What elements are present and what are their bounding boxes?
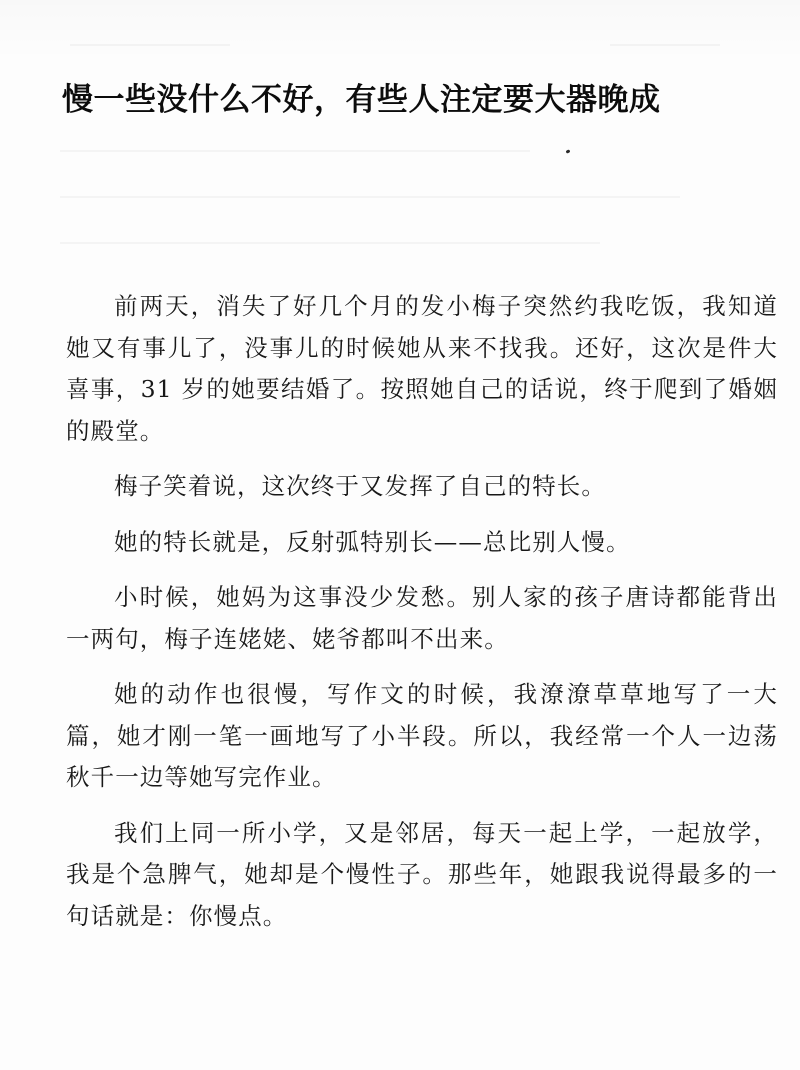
paragraph-6: 我们上同一所小学，又是邻居，每天一起上学，一起放学，我是个急脾气，她却是个慢性子。那些年，她跟我说得最多的一句话就是：你慢点。 [66,818,778,930]
paragraph-2: 梅子笑着说，这次终于又发挥了自己的特长。 [114,472,606,500]
show-through-line [60,150,530,152]
paragraph-3: 她的特长就是，反射弧特别长——总比别人慢。 [114,527,631,556]
show-through-line [60,196,680,198]
ink-speck [566,149,571,153]
paragraph-4: 小时候，她妈为这事没少发愁。别人家的孩子唐诗都能背出一两句，梅子连姥姥、姥爷都叫不出来。 [66,583,778,653]
show-through-line [60,242,600,244]
paragraph-5: 她的动作也很慢，写作文的时候，我潦潦草草地写了一大篇，她才刚一笔一画地写了小半段。所以，我经常一个人一边荡秋千一边等她写完作业。 [66,680,778,791]
paragraph-1: 前两天，消失了好几个月的发小梅子突然约我吃饭，我知道她又有事儿了，没事儿的时候她从来不找我。还好，这次是件大喜事，31 岁的她要结婚了。按照她自己的话说，终于爬到了婚姻的殿堂。 [66,292,778,445]
article-body [66,286,778,951]
show-through-line [70,44,230,46]
article-title: 慢一些没什么不好，有些人注定要大器晚成 [62,82,661,118]
show-through-line [610,44,720,46]
